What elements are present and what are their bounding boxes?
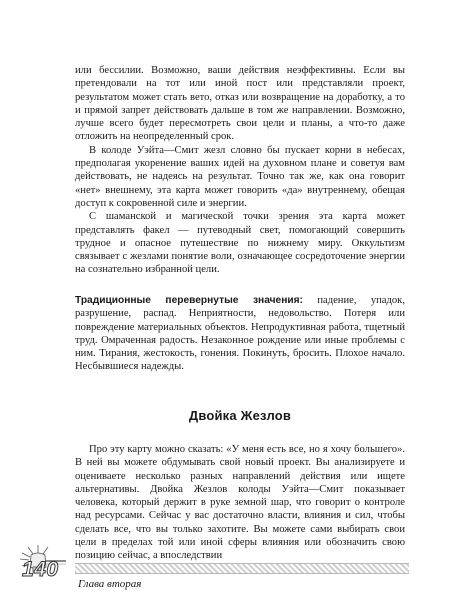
body-text-top bbox=[75, 64, 405, 277]
chapter-title: Глава вторая bbox=[78, 578, 142, 590]
footer-rule bbox=[75, 563, 409, 574]
page-footer bbox=[0, 543, 473, 609]
section-heading: Двойка Жезлов bbox=[188, 408, 292, 423]
section-paragraph: Про эту карту можно сказать: «У меня есть все, но я хочу большего». В ней вы можете обдумывать свой новый проект. Вы анализируете и оцениваете несколько разных направлений действия или ищете альтернативы. Двойка Жезлов колоды Уэйта—Смит показывает человека, который держит в руке земной шар, что говорит о контроле над ресурсами. Сейчас у вас достаточно власти, влияния и сил, чтобы сделать все, что вы только захотите. Вы можете сами выбирать свои цели в пределах той или иной сферы влияния или обозначить свою позицию сейчас, а впоследствии bbox=[75, 444, 405, 562]
traditional-meanings-label: Традиционные перевернутые значения: bbox=[75, 295, 303, 306]
paragraph-1: или бессилии. Возможно, ваши действия неэффективны. Если вы претендовали на тот или иной пост или представляли проект, результатом может стать вето, отказ или возвращение на доработку, а то и прямой запрет действовать дальше в том же направлении. Возможно, лучше всего будет пересмотреть свои цели и планы, а что-то даже отложить на неопределенный срок. bbox=[75, 65, 405, 143]
traditional-meanings-text: падение, упадок, разрушение, распад. Неприятности, недовольство. Потеря или повреждение материальных объектов. Непродуктивная работа, тщетный труд. Омраченная радость. Незаконное рождение или иные проблемы с ним. Тирания, жестокость, гонения. Покинуть, бросить. Плохое начало. Несбывшиеся надежды. bbox=[75, 295, 405, 373]
paragraph-3: С шаманской и магической точки зрения эта карта может представлять факел — путеводный свет, помогающий совершить трудное и опасное путешествие по нижнему миру. Оккультизм связывает с жезлами понятие воли, означающее сосредоточение энергии на сознательно избранной цели. bbox=[75, 211, 405, 276]
traditional-meanings bbox=[75, 294, 405, 374]
paragraph-2: В колоде Уэйта—Смит жезл словно бы пускает корни в небесах, предполагая укоренение ваших идей на духовном плане и советуя вам действовать, не надеясь на результат. Точно так же, как она говорит «нет» внешнему, эта карта может говорить «да» внутреннему, обещая доступ к сокровенной силе и энергии. bbox=[75, 144, 405, 209]
page-number: 140 bbox=[22, 558, 59, 581]
